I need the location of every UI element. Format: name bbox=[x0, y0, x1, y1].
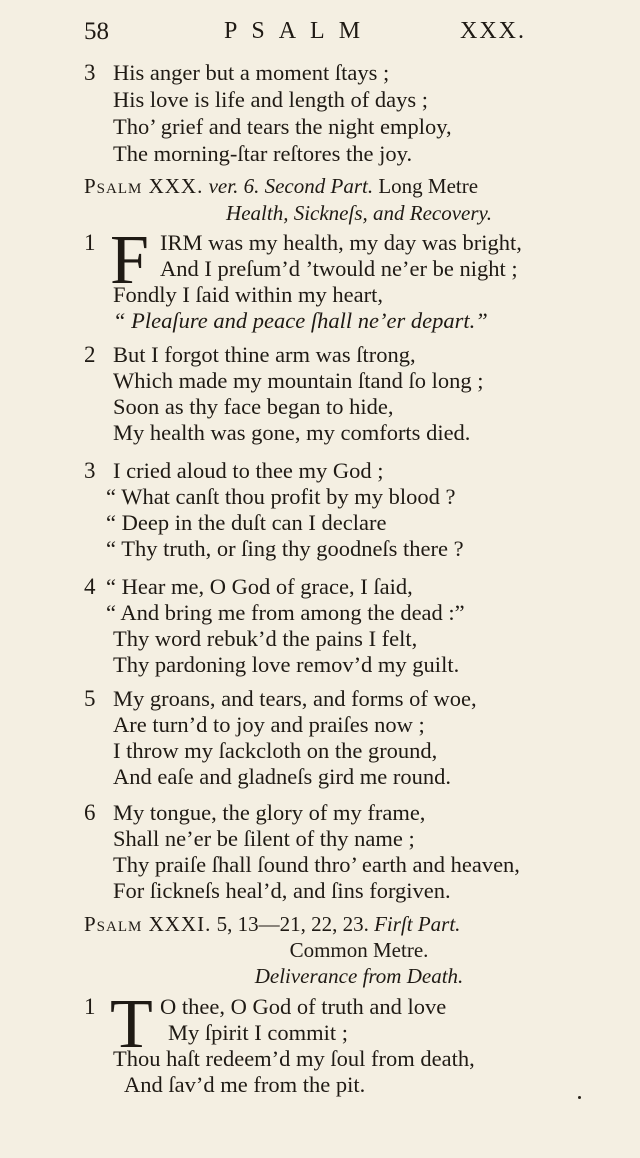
verse-number: 3 bbox=[84, 458, 96, 483]
verse-number: 3 bbox=[84, 60, 96, 85]
verse-line: Fondly I ſaid within my heart, bbox=[113, 282, 383, 307]
page-number: 58 bbox=[84, 18, 109, 45]
verse-line: “ Deep in the duſt can I declare bbox=[106, 510, 387, 535]
verse-line: Soon as thy face began to hide, bbox=[113, 394, 394, 419]
verse-line: Tho’ grief and tears the night employ, bbox=[113, 114, 452, 139]
verse-line: “ Thy truth, or ſing thy goodneſs there ? bbox=[106, 536, 464, 561]
drop-cap: T bbox=[110, 986, 153, 1063]
verse-line: Which made my mountain ſtand ſo long ; bbox=[113, 368, 484, 393]
running-title: PSALM bbox=[224, 18, 375, 44]
verse-line: I cried aloud to thee my God ; bbox=[113, 458, 384, 483]
verse-line: Are turn’d to joy and praiſes now ; bbox=[113, 712, 425, 737]
section-metre: Common Metre. bbox=[289, 938, 429, 962]
verse-line: “ And bring me from among the dead :” bbox=[106, 600, 465, 625]
drop-cap: F bbox=[110, 222, 149, 299]
verse-number: 2 bbox=[84, 342, 96, 367]
verse-line: My ſpirit I commit ; bbox=[168, 1020, 348, 1045]
verse-line: The morning-ſtar reſtores the joy. bbox=[113, 141, 413, 166]
ink-speck bbox=[578, 1096, 581, 1099]
verse-line: And eaſe and gladneſs gird me round. bbox=[113, 764, 452, 789]
verse-line: IRM was my health, my day was bright, bbox=[160, 230, 522, 255]
verse-line: O thee, O God of truth and love bbox=[160, 994, 447, 1019]
verse-line: “ Pleaſure and peace ſhall ne’er depart.” bbox=[113, 308, 488, 333]
section-subtitle: Deliverance from Death. bbox=[254, 964, 464, 988]
verse-line: My tongue, the glory of my frame, bbox=[113, 800, 426, 825]
verse-line: And I preſum’d ’twould ne’er be night ; bbox=[160, 256, 518, 281]
section-subtitle: Health, Sickneſs, and Recovery. bbox=[226, 201, 492, 225]
verse-number: 5 bbox=[84, 686, 96, 711]
verse-line: My groans, and tears, and forms of woe, bbox=[113, 686, 477, 711]
verse-line: I throw my ſackcloth on the ground, bbox=[113, 738, 438, 763]
psalm-number: XXX. bbox=[460, 18, 526, 44]
verse-line: “ What canſt thou profit by my blood ? bbox=[106, 484, 456, 509]
verse-number: 6 bbox=[84, 800, 96, 825]
section-heading: Psalm XXX. ver. 6. Second Part. Long Metre bbox=[84, 174, 479, 198]
verse-line: Thy pardoning love remov’d my guilt. bbox=[113, 652, 460, 677]
verse-line: Shall ne’er be ſilent of thy name ; bbox=[113, 826, 415, 851]
verse-line: Thou haſt redeem’d my ſoul from death, bbox=[113, 1046, 475, 1071]
verse-line: Thy word rebuk’d the pains I felt, bbox=[113, 626, 418, 651]
verse-line: His anger but a moment ſtays ; bbox=[113, 60, 390, 85]
verse-line: My health was gone, my comforts died. bbox=[113, 420, 471, 445]
verse-line: And ſav’d me from the pit. bbox=[124, 1072, 366, 1097]
verse-line: “ Hear me, O God of grace, I ſaid, bbox=[106, 574, 413, 599]
verse-line: For ſickneſs heal’d, and ſins forgiven. bbox=[113, 878, 451, 903]
section-heading: Psalm XXXI. 5, 13—21, 22, 23. Firſt Part. bbox=[84, 912, 461, 936]
verse-number: 4 bbox=[84, 574, 96, 599]
verse-line: His love is life and length of days ; bbox=[113, 87, 428, 112]
verse-line: Thy praiſe ſhall ſound thro’ earth and heaven, bbox=[113, 852, 520, 877]
verse-line: But I forgot thine arm was ſtrong, bbox=[113, 342, 416, 367]
verse-number: 1 bbox=[84, 994, 96, 1019]
running-header bbox=[84, 18, 534, 54]
verse-number: 1 bbox=[84, 230, 96, 255]
